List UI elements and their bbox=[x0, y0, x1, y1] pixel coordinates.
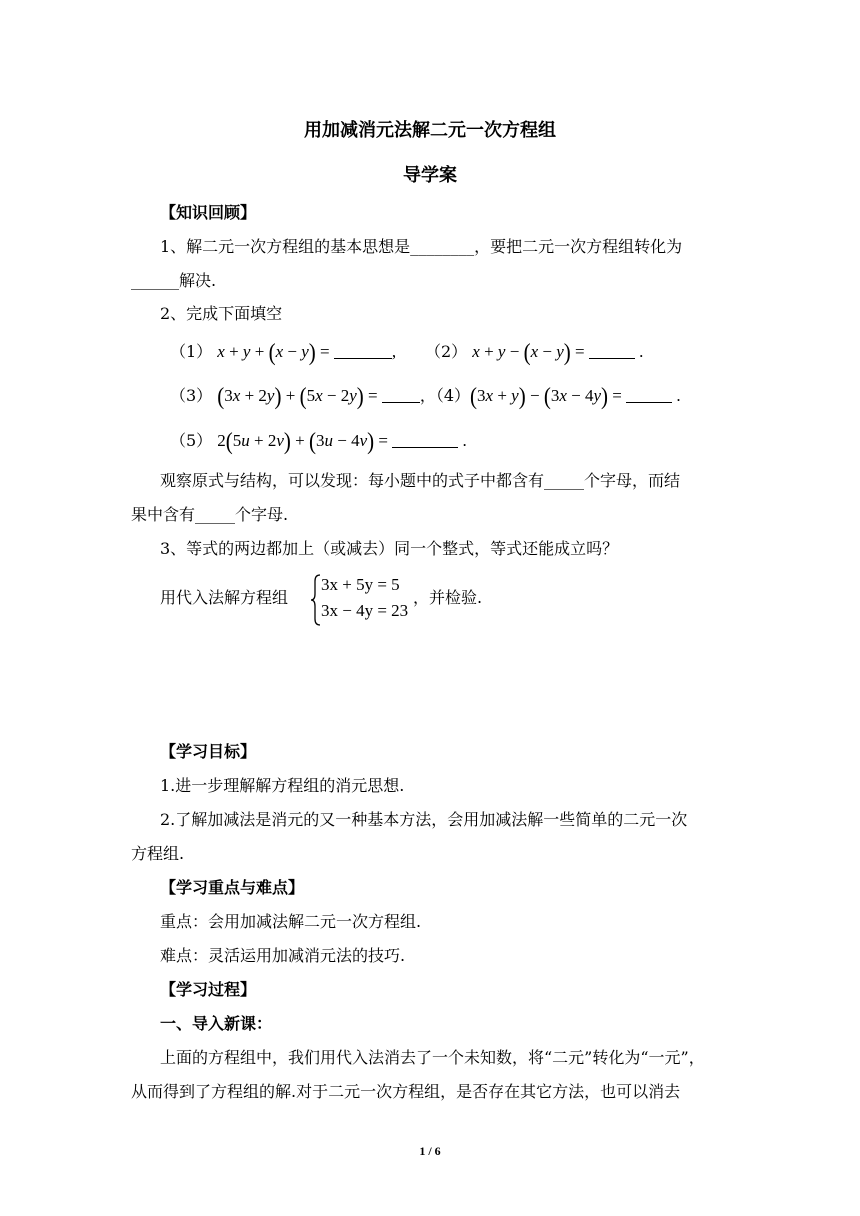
review-q1-line2: ______解决. bbox=[131, 271, 217, 290]
exercise-1 bbox=[170, 338, 397, 366]
exercise-5-label: （5） bbox=[170, 431, 213, 450]
process-para-line1: 上面的方程组中，我们用代入法消去了一个未知数，将“二元”转化为“一元”， bbox=[160, 1048, 705, 1067]
goal-1: 1.进一步理解解方程组的消元思想. bbox=[160, 776, 405, 795]
observe-line1: 观察原式与结构，可以发现：每小题中的式子中都含有_____个字母，而结 bbox=[160, 471, 681, 490]
review-q2: 2、完成下面填空 bbox=[160, 304, 283, 323]
goal-2-line2: 方程组. bbox=[131, 844, 185, 863]
difficult-point: 难点：灵活运用加减消元法的技巧. bbox=[160, 946, 406, 965]
document-subtitle: 导学案 bbox=[403, 165, 457, 186]
exercise-4-expression: (3x + y) − (3x − 4y) = . bbox=[470, 382, 681, 410]
exercise-2-expression: x + y − (x − y) = . bbox=[472, 338, 644, 366]
equation-system bbox=[310, 573, 420, 627]
process-para-line2: 从而得到了方程组的解.对于二元一次方程组，是否存在其它方法，也可以消去 bbox=[131, 1082, 681, 1101]
exercise-5 bbox=[170, 427, 467, 455]
exercise-3-expression: (3x + 2y) + (5x − 2y) = bbox=[217, 386, 420, 405]
system-suffix: ，并检验. bbox=[413, 588, 483, 607]
exercise-1-expression: x + y + (x − y) = , bbox=[217, 338, 397, 366]
key-point: 重点：会用加减法解二元一次方程组. bbox=[160, 912, 422, 931]
document-title: 用加减消元法解二元一次方程组 bbox=[304, 120, 556, 141]
goal-2-line1: 2.了解加减法是消元的又一种基本方法，会用加减法解一些简单的二元一次 bbox=[160, 810, 688, 829]
system-equation-2: 3x − 4y = 23 bbox=[321, 601, 409, 620]
exercise-2 bbox=[425, 338, 644, 366]
review-heading: 【知识回顾】 bbox=[160, 203, 257, 222]
exercise-4-label: ，（4） bbox=[419, 386, 471, 405]
page-number: 1 / 6 bbox=[419, 1144, 441, 1158]
process-heading: 【学习过程】 bbox=[160, 980, 257, 999]
exercise-3-label: （3） bbox=[170, 386, 213, 405]
review-q3: 3、等式的两边都加上（或减去）同一个整式，等式还能成立吗？ bbox=[160, 539, 619, 558]
exercise-3-4 bbox=[170, 382, 681, 410]
exercise-5-expression: 2(5u + 2v) + (3u − 4v) = . bbox=[217, 427, 467, 455]
system-equation-1: 3x + 5y = 5 bbox=[321, 575, 400, 594]
exercise-1-label: （1） bbox=[170, 342, 213, 361]
process-subheading: 一、导入新课： bbox=[160, 1014, 273, 1033]
review-q1-line1: 1、解二元一次方程组的基本思想是________，要把二元一次方程组转化为 bbox=[160, 237, 683, 256]
observe-line2: 果中含有_____个字母. bbox=[131, 505, 289, 524]
exercise-2-label: （2） bbox=[425, 342, 468, 361]
key-heading: 【学习重点与难点】 bbox=[160, 878, 305, 897]
goals-heading: 【学习目标】 bbox=[160, 742, 257, 761]
system-prefix: 用代入法解方程组 bbox=[160, 588, 289, 607]
